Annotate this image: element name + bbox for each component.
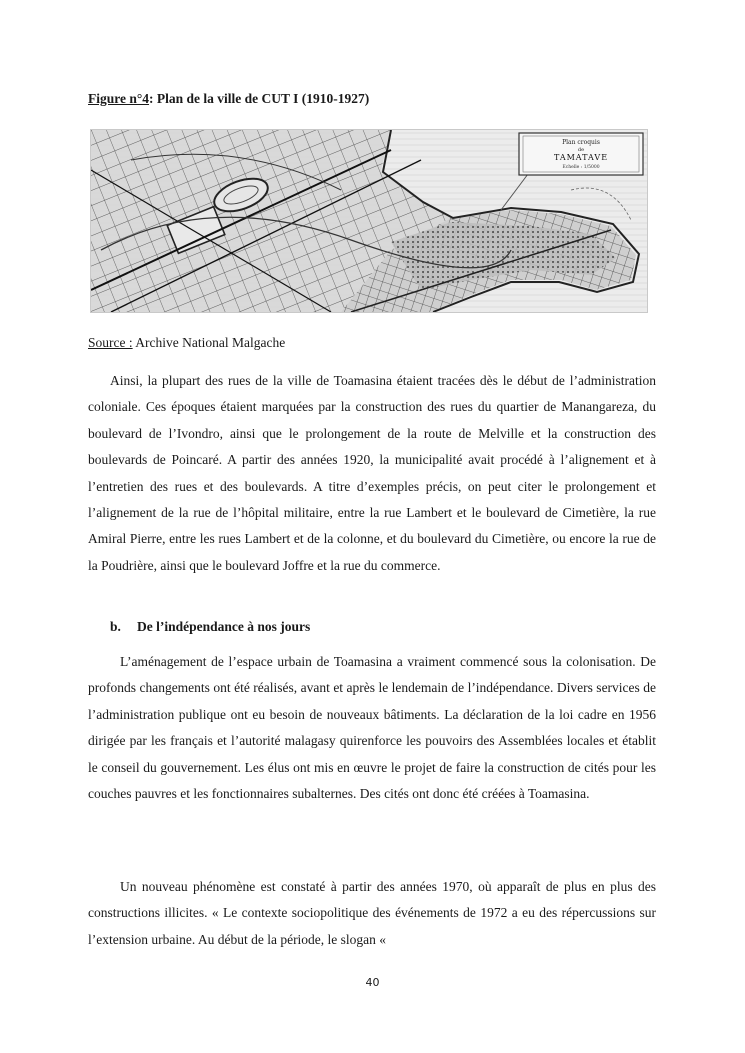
cartouche-line2: de [577, 147, 585, 153]
source-label: Source : [88, 335, 133, 350]
figure-source [88, 335, 285, 351]
section-title-text: De l’indépendance à nos jours [137, 619, 311, 634]
figure-caption [88, 91, 369, 107]
cartouche-line4: Echelle : 1/5000 [562, 165, 600, 170]
section-label: b. [110, 619, 121, 634]
city-plan-map-image [90, 129, 648, 313]
page-number: 40 [365, 976, 380, 989]
figure-label: Figure n°4 [88, 91, 150, 106]
source-text: Archive National Malgache [132, 335, 286, 350]
cartouche-line3: TAMATAVE [553, 153, 609, 162]
map-drawing [91, 130, 647, 312]
figure-title: : Plan de la ville de CUT I (1910-1927) [149, 91, 370, 106]
cartouche-line1: Plan croquis [562, 139, 600, 146]
paragraph-illicit-constructions: Un nouveau phénomène est constaté à partir des années 1970, où apparaît de plus en plus des constructions illicites. « Le contexte sociopolitique des événements de 1972 a eu des répercussions sur l’extension urbaine. Au début de la période, le slogan « [88, 879, 656, 947]
paragraph-urban-planning: L’aménagement de l’espace urbain de Toamasina a vraiment commencé sous la colonisation. De profonds changements ont été réalisés, avant et après le lendemain de l’indépendance. Divers services de l’administration publique ont eu besoin de nouveaux bâtiments. La déclaration de la loi cadre en 1956 dirigée par les français et l’autorité malagasy quirenforce les pouvoirs des Assemblées locales et établit le conseil du gouvernement. Les élus ont mis en œuvre le projet de faire la construction de cités pour les couches pauvres et les fonctionnaires subalternes. Des cités ont donc été créées à Toamasina. [88, 654, 656, 802]
paragraph-colonial-streets: Ainsi, la plupart des rues de la ville de Toamasina étaient tracées dès le début de l’administration coloniale. Ces époques étaient marquées par la construction des rues du quartier de Manangareza, du boulevard de l’Ivondro, ainsi que le prolongement de la route de Melville et la construction des boulevards de Poincaré. A partir des années 1920, la municipalité avait procédé à l’alignement et à l’entretien des rues et des boulevards. A titre d’exemples précis, on peut citer le prolongement et l’alignement de la rue de l’hôpital militaire, entre la rue Lambert et le boulevard de Cimetière, la rue Amiral Pierre, entre les rues Lambert et de la colonne, et du boulevard du Cimetière, ou encore la rue de la Poudrière, ainsi que le boulevard Joffre et la rue du commerce. [88, 373, 656, 573]
section-heading [110, 619, 310, 635]
